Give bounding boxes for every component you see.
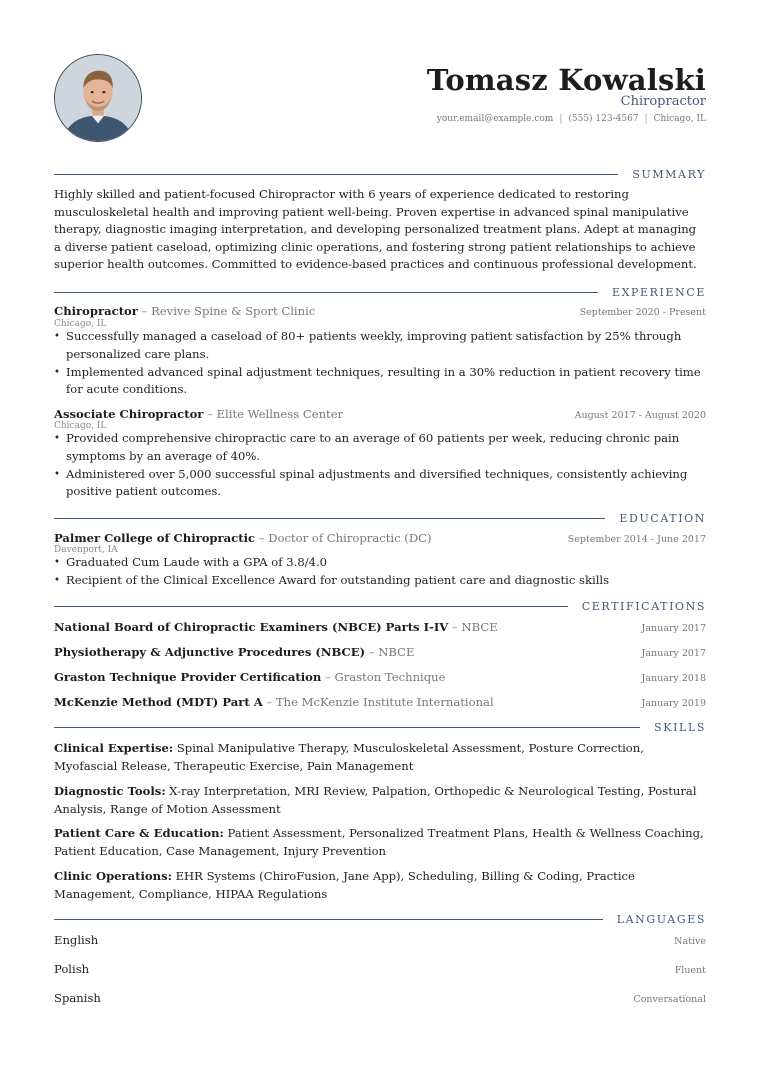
list-item: • Provided comprehensive chiropractic care to an average of 60 patients per week, reducing chronic pain symptoms by an average of 40%. [54, 430, 706, 466]
separator-dash: – [207, 407, 213, 421]
certification-row [54, 645, 706, 659]
section-label: EXPERIENCE [611, 285, 706, 299]
certification-date: January 2018 [641, 673, 706, 684]
certification-row [54, 620, 706, 634]
education-entry-header [54, 531, 706, 545]
skill-group [54, 783, 706, 818]
separator-dash: – [324, 670, 331, 684]
experience-entry-header [54, 407, 706, 421]
certification-issuer: NBCE [461, 620, 498, 634]
education-bullets [54, 554, 706, 590]
skill-items: Spinal Manipulative Therapy, Musculoskeletal Assessment, Posture Correction, Myofascial Release, Therapeutic Exercise, Pain Management [54, 741, 644, 773]
contact-phone[interactable]: (555) 123-4567 [568, 114, 639, 124]
certification-row [54, 670, 706, 684]
contact-email[interactable]: your.email@example.com [436, 114, 554, 124]
list-item: • Implemented advanced spinal adjustment techniques, resulting in a 30% reduction in patient recovery time for acute conditions. [54, 364, 706, 400]
profile-photo [54, 54, 142, 142]
job-organization: Revive Spine & Sport Clinic [151, 304, 316, 318]
skill-group [54, 868, 706, 903]
job-dates: September 2020 - Present [579, 307, 706, 318]
skill-items: Patient Assessment, Personalized Treatment Plans, Health & Wellness Coaching, Patient Education, Case Management, Injury Prevention [54, 826, 704, 858]
certification-name: Physiotherapy & Adjunctive Procedures (NBCE) [54, 645, 366, 659]
language-level: Fluent [674, 965, 706, 976]
certification-date: January 2017 [641, 648, 706, 659]
language-name: Spanish [54, 991, 101, 1005]
school-name: Palmer College of Chiropractic [54, 531, 256, 545]
certification-date: January 2019 [641, 698, 706, 709]
language-name: English [54, 933, 99, 947]
language-level: Conversational [633, 994, 706, 1005]
job-location: Chicago, IL [54, 421, 107, 431]
experience-entry-header [54, 304, 706, 318]
language-level: Native [674, 936, 706, 947]
job-role: Chiropractor [54, 304, 138, 318]
certification-name: McKenzie Method (MDT) Part A [54, 695, 263, 709]
summary-text: Highly skilled and patient-focused Chiropractor with 6 years of experience dedicated to restoring musculoskeletal health and improving patient well-being. Proven expertise in advanced spinal manipulative therapy, diagnostic imaging interpretation, and developing personalized treatment plans. Adept at managing a diverse patient caseload, optimizing clinic operations, and fostering strong patient relationships to achieve superior health outcomes. Committed to evidence-based practices and continuous professional development. [54, 187, 697, 272]
section-rule [54, 727, 640, 728]
separator-dash: – [451, 620, 458, 634]
section-rule [54, 518, 605, 519]
job-location: Chicago, IL [54, 319, 107, 329]
certifications-heading [54, 599, 706, 613]
contact-line [437, 114, 706, 124]
skill-category: Patient Care & Education: [54, 826, 224, 840]
separator-dash: – [141, 304, 148, 318]
candidate-title: Chiropractor [620, 94, 706, 109]
degree-name: Doctor of Chiropractic (DC) [268, 531, 432, 545]
language-name: Polish [54, 962, 90, 976]
job-dates: August 2017 - August 2020 [574, 410, 706, 421]
person-avatar-icon [55, 55, 141, 141]
education-dates: September 2014 - June 2017 [567, 534, 706, 545]
separator-dash: – [266, 695, 273, 709]
experience-heading [54, 285, 706, 299]
contact-separator: | [644, 114, 648, 124]
section-label: SKILLS [654, 720, 706, 734]
section-rule [54, 174, 618, 175]
skill-group [54, 740, 706, 775]
certification-issuer: Graston Technique [334, 670, 446, 684]
section-rule [54, 606, 568, 607]
certification-issuer: NBCE [378, 645, 415, 659]
job-bullets [54, 430, 706, 501]
summary-heading [54, 167, 706, 181]
skill-group [54, 825, 706, 860]
certification-name: Graston Technique Provider Certification [54, 670, 322, 684]
skill-category: Clinic Operations: [54, 869, 172, 883]
section-label: SUMMARY [632, 167, 706, 181]
skill-category: Diagnostic Tools: [54, 784, 166, 798]
separator-dash: – [368, 645, 375, 659]
list-item: • Successfully managed a caseload of 80+ patients weekly, improving patient satisfaction by 25% through personalized care plans. [54, 328, 706, 364]
language-row [54, 991, 706, 1005]
job-bullets [54, 328, 706, 399]
list-item: • Administered over 5,000 successful spinal adjustments and diversified techniques, consistently achieving positive patient outcomes. [54, 466, 706, 502]
education-location: Davenport, IA [54, 545, 118, 555]
separator-dash: – [258, 531, 265, 545]
section-label: LANGUAGES [616, 912, 706, 926]
certification-row [54, 695, 706, 709]
job-role: Associate Chiropractor [54, 407, 204, 421]
candidate-name: Tomasz Kowalski [426, 63, 706, 97]
job-organization: Elite Wellness Center [216, 407, 344, 421]
skills-heading [54, 720, 706, 734]
language-row [54, 933, 706, 947]
language-row [54, 962, 706, 976]
section-label: EDUCATION [619, 511, 706, 525]
contact-separator: | [559, 114, 563, 124]
section-label: CERTIFICATIONS [581, 599, 706, 613]
contact-location: Chicago, IL [653, 114, 706, 124]
skill-items: X-ray Interpretation, MRI Review, Palpation, Orthopedic & Neurological Testing, Postural Analysis, Range of Motion Assessment [54, 784, 697, 816]
section-rule [54, 292, 598, 293]
list-item: • Recipient of the Clinical Excellence Award for outstanding patient care and diagnostic skills [54, 572, 706, 590]
skill-category: Clinical Expertise: [54, 741, 174, 755]
education-heading [54, 511, 706, 525]
certification-date: January 2017 [641, 623, 706, 634]
certification-issuer: The McKenzie Institute International [275, 695, 494, 709]
certification-name: National Board of Chiropractic Examiners (NBCE) Parts I-IV [54, 620, 449, 634]
skill-items: EHR Systems (ChiroFusion, Jane App), Scheduling, Billing & Coding, Practice Management, Compliance, HIPAA Regulations [54, 869, 635, 901]
section-rule [54, 919, 603, 920]
languages-heading [54, 912, 706, 926]
list-item: • Graduated Cum Laude with a GPA of 3.8/4.0 [54, 554, 706, 572]
